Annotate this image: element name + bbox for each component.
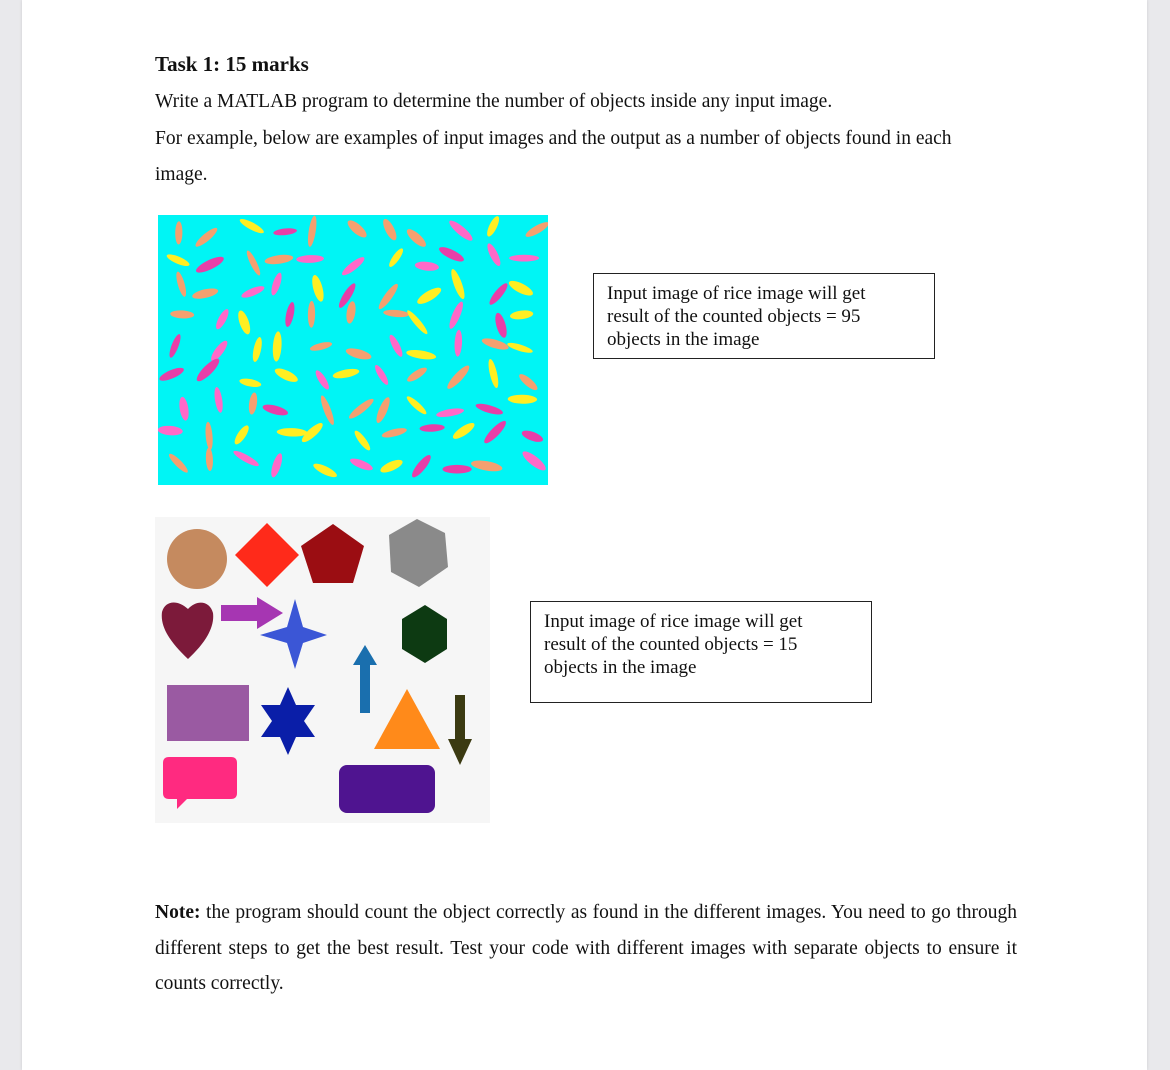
intro-text: Write a MATLAB program to determine the number of objects inside any input image. xyxy=(155,91,833,112)
rice-result-box xyxy=(593,273,935,359)
example-text-line2: image. xyxy=(155,164,208,185)
rice-example-image xyxy=(158,215,548,485)
rice-result-line1: Input image of rice image will get xyxy=(607,283,866,304)
rice-grain xyxy=(509,255,539,262)
rounded-rectangle-shape xyxy=(339,765,435,813)
note-label: Note: xyxy=(155,902,201,923)
shapes-result-line1: Input image of rice image will get xyxy=(544,611,803,632)
note-text: the program should count the object correctly as found in the different images. You need to go through different steps to get the best result. Test your code with different images with separate objects to ensure it counts correctly. xyxy=(155,902,1017,994)
note-paragraph xyxy=(155,895,1017,1002)
rectangle-shape xyxy=(167,685,249,741)
shapes-example-image xyxy=(155,517,490,823)
rice-result-line2: result of the counted objects = 95 xyxy=(607,306,861,327)
document-page xyxy=(22,0,1147,1070)
example-text-line1: For example, below are examples of input images and the output as a number of objects found in each xyxy=(155,128,952,149)
octagon-shape xyxy=(167,529,227,589)
shapes-result-box xyxy=(530,601,872,703)
rice-result-line3: objects in the image xyxy=(607,329,760,350)
shapes-result-line2: result of the counted objects = 15 xyxy=(544,634,798,655)
shapes-result-line3: objects in the image xyxy=(544,657,697,678)
task-title: Task 1: 15 marks xyxy=(155,52,309,76)
rice-grain xyxy=(443,465,472,474)
